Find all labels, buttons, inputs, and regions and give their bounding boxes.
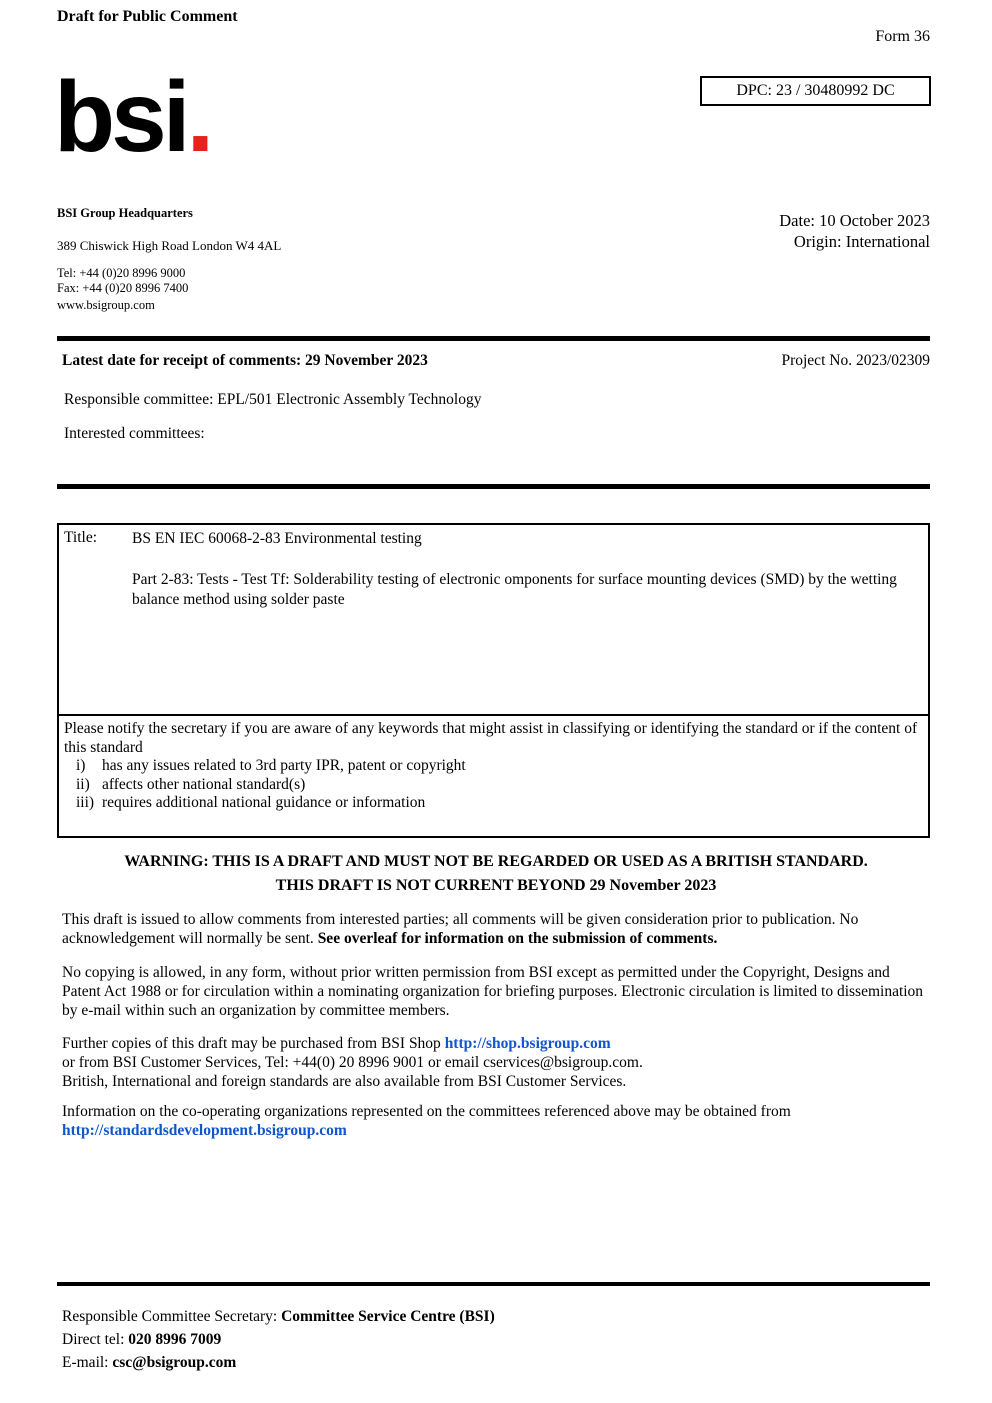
copyright-paragraph: No copying is allowed, in any form, without prior written permission from BSI except as permitted under the Copyright, Designs and Patent Act 1988 or for circulation within a nominating organization for briefing purposes. Electronic circulation is limited to dissemination by e-mail within such an organization by committee members.: [62, 964, 924, 1019]
email-value: csc@bsigroup.com: [112, 1354, 237, 1371]
title-box: [57, 523, 930, 716]
bsi-logo-red-dot: .: [186, 61, 211, 173]
keywords-item-text: affects other national standard(s): [102, 775, 306, 793]
responsible-committee: Responsible committee: EPL/501 Electronic Assembly Technology: [64, 391, 482, 408]
date-origin-block: [779, 210, 930, 252]
purchase-line3: British, International and foreign standards are also available from BSI Customer Services.: [62, 1073, 627, 1090]
hq-address: 389 Chiswick High Road London W4 4AL: [57, 238, 282, 253]
footer-block: [62, 1305, 495, 1374]
comments-paragraph: [62, 910, 932, 948]
comments-paragraph-bold: See overleaf for information on the submission of comments.: [317, 930, 718, 947]
secretary-label: Responsible Committee Secretary:: [62, 1308, 282, 1325]
purchase-line2: or from BSI Customer Services, Tel: +44(0) 20 8996 9001 or email cservices@bsigroup.com.: [62, 1054, 643, 1071]
keywords-item: [64, 757, 920, 776]
hq-contact-block: [57, 266, 188, 313]
comments-paragraph-text: This draft is issued to allow comments from interested parties; all comments will be given consideration prior to publication. No acknowledgement will normally be sent.: [62, 911, 859, 947]
comments-deadline-row: [62, 352, 930, 370]
date-label: Date: 10 October 2023: [779, 211, 930, 230]
title-content: [132, 529, 916, 610]
latest-comments-date: Latest date for receipt of comments: 29 November 2023: [62, 352, 428, 369]
secretary-value: Committee Service Centre (BSI): [281, 1308, 495, 1325]
email-label: E-mail:: [62, 1354, 113, 1371]
direct-tel-value: 020 8996 7009: [128, 1331, 222, 1348]
cooperating-orgs-paragraph: [62, 1102, 932, 1140]
hq-website: www.bsigroup.com: [57, 298, 155, 312]
interested-committees: Interested committees:: [64, 425, 205, 442]
keywords-notice-box: [57, 714, 930, 838]
purchase-line1-text: Further copies of this draft may be purchased from BSI Shop: [62, 1035, 445, 1052]
horizontal-rule-top: [57, 336, 930, 341]
keywords-intro: Please notify the secretary if you are aware of any keywords that might assist in classifying or identifying the standard or if the content of this standard: [64, 720, 918, 756]
purchase-paragraph: [62, 1034, 932, 1091]
hq-fax: Fax: +44 (0)20 8996 7400: [57, 281, 189, 295]
bsi-logo-text: bsi: [54, 61, 187, 173]
draft-for-public-comment-label: Draft for Public Comment: [57, 8, 238, 25]
draft-warning-line1: WARNING: THIS IS A DRAFT AND MUST NOT BE REGARDED OR USED AS A BRITISH STANDARD.: [124, 853, 868, 870]
email-line: [62, 1351, 495, 1374]
bsi-logo: [54, 60, 210, 175]
bsi-shop-link[interactable]: http://shop.bsigroup.com: [444, 1035, 611, 1052]
keywords-item-number: i): [76, 757, 86, 774]
direct-tel-label: Direct tel:: [62, 1331, 129, 1348]
standard-subtitle: Part 2-83: Tests - Test Tf: Solderability testing of electronic omponents for surface mounting devices (SMD) by the wetting balance method using solder paste: [132, 571, 897, 608]
title-label: Title:: [64, 529, 98, 546]
cooperating-orgs-text: Information on the co-operating organizations represented on the committees referenced above may be obtained from: [62, 1103, 791, 1120]
horizontal-rule-middle: [57, 484, 930, 489]
keywords-item-number: ii): [76, 775, 90, 793]
standards-development-link[interactable]: http://standardsdevelopment.bsigroup.com: [62, 1122, 347, 1139]
keywords-item-number: iii): [76, 794, 95, 811]
hq-title: BSI Group Headquarters: [57, 206, 193, 220]
standard-designation: BS EN IEC 60068-2-83 Environmental testing: [132, 530, 422, 547]
project-number: Project No. 2023/02309: [781, 352, 930, 369]
draft-warning: [0, 850, 992, 898]
horizontal-rule-bottom: [57, 1282, 930, 1286]
keywords-item-text: has any issues related to 3rd party IPR, patent or copyright: [102, 757, 466, 774]
keywords-item: [64, 776, 920, 795]
purchase-line1: [62, 1034, 932, 1053]
keywords-item-text: requires additional national guidance or information: [102, 794, 426, 811]
origin-label: Origin: International: [793, 232, 930, 251]
dpc-number-box: DPC: 23 / 30480992 DC: [700, 76, 931, 106]
keywords-item: [64, 794, 920, 813]
hq-tel: Tel: +44 (0)20 8996 9000: [57, 266, 186, 280]
direct-tel-line: [62, 1328, 495, 1351]
form-number: Form 36: [875, 28, 930, 45]
secretary-line: [62, 1305, 495, 1328]
draft-warning-line2: THIS DRAFT IS NOT CURRENT BEYOND 29 November 2023: [275, 877, 717, 894]
